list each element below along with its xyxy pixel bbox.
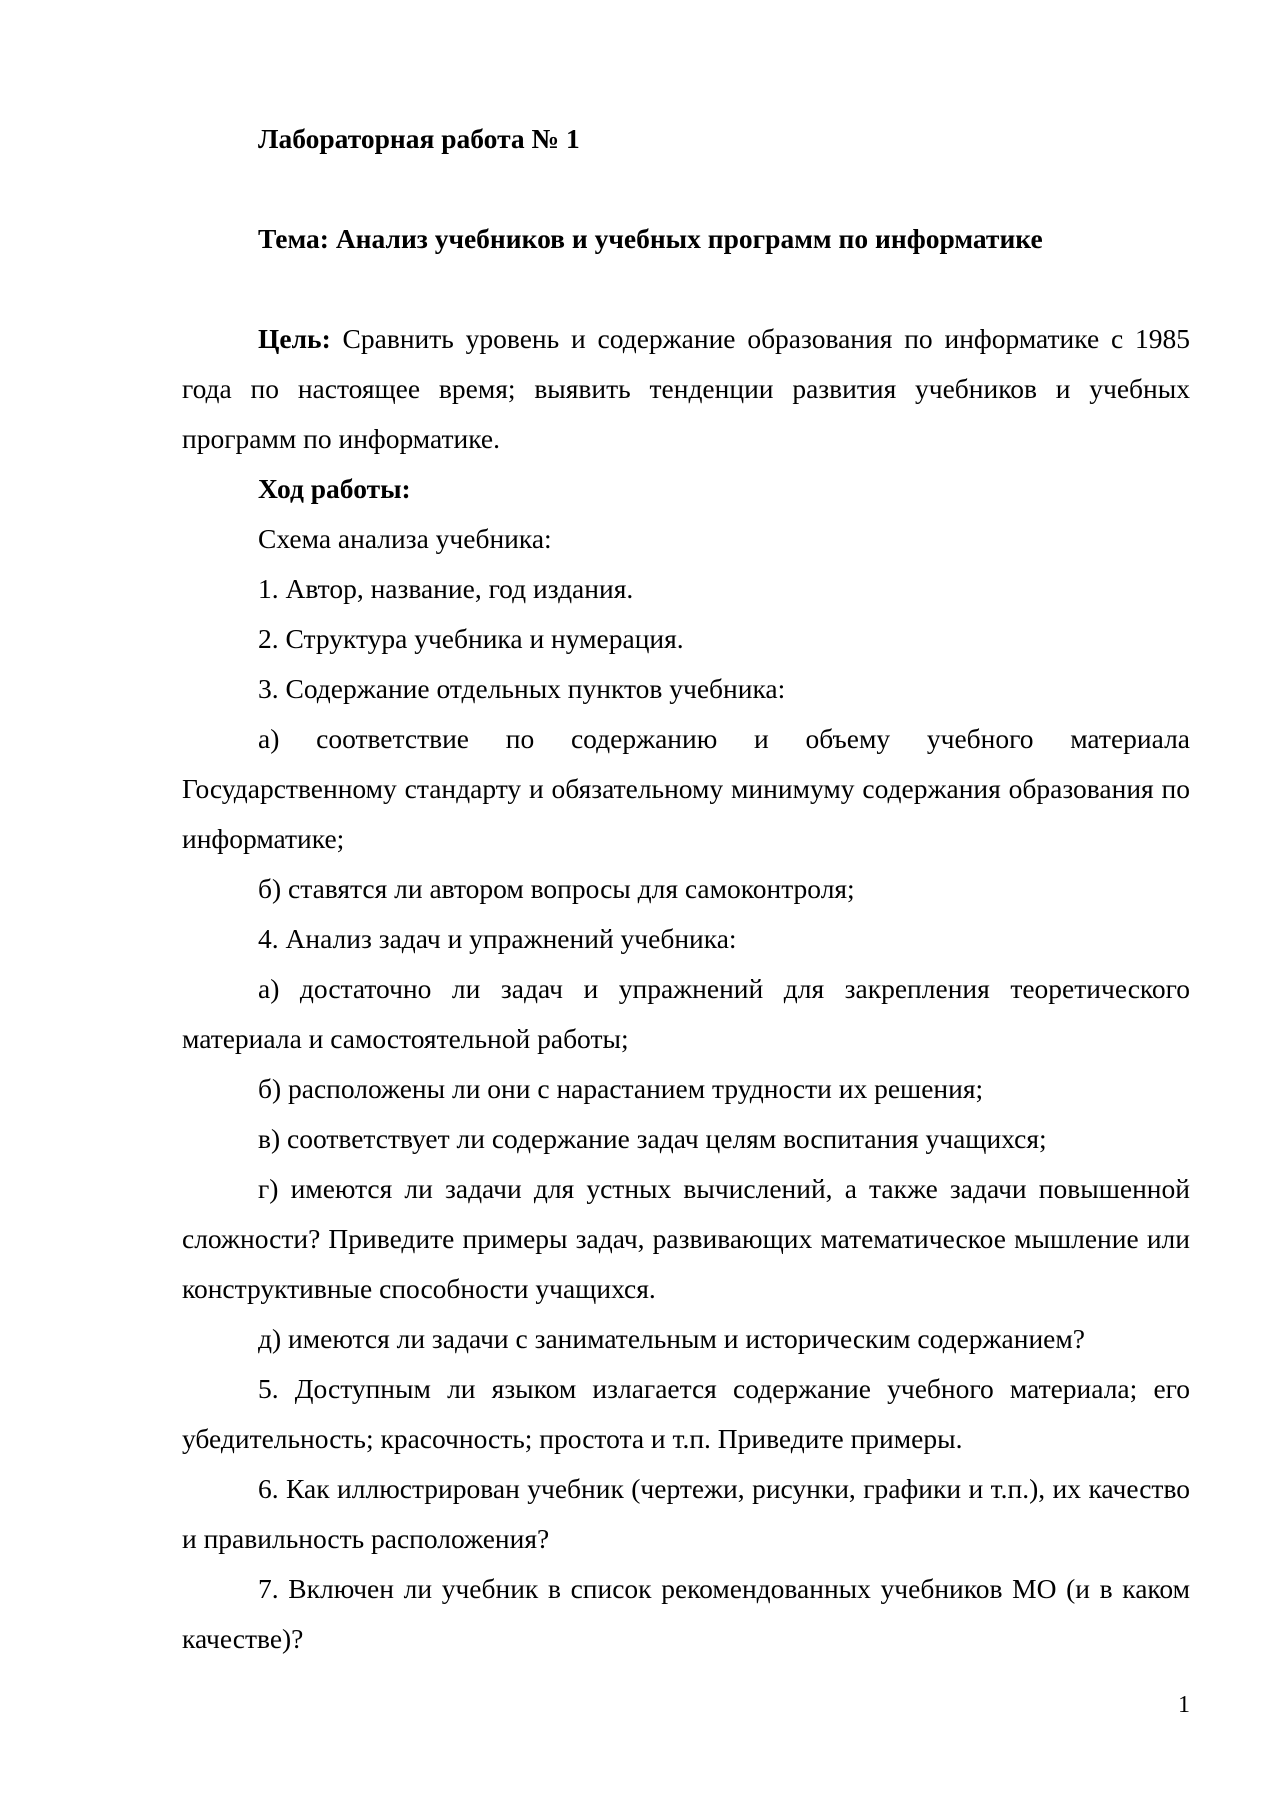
paragraph-item-1: 1. Автор, название, год издания. (258, 573, 634, 604)
paragraph-item-4g: г) имеются ли задачи для устных вычислений, а также задачи повышенной сложности? Приведите примеры задач, развивающих математическое мышление или конструктивные способности учащихся. (182, 1173, 1190, 1304)
paragraph-item-3b: б) ставятся ли автором вопросы для самоконтроля; (258, 873, 855, 904)
lab-topic: Тема: Анализ учебников и учебных программ по информатике (258, 223, 1043, 254)
paragraph-item-4a: а) достаточно ли задач и упражнений для закрепления теоретического материала и самостоятельной работы; (182, 973, 1190, 1054)
paragraph-item-4d: д) имеются ли задачи с занимательным и историческим содержанием? (258, 1323, 1086, 1354)
goal-paragraph (182, 314, 1190, 464)
paragraph-item-4b: б) расположены ли они с нарастанием трудности их решения; (258, 1073, 984, 1104)
paragraph-item-7: 7. Включен ли учебник в список рекомендованных учебников МО (и в каком качестве)? (182, 1573, 1190, 1654)
paragraph-item-3a: а) соответствие по содержанию и объему учебного материала Государственному стандарту и обязательному минимуму содержания образования по информатике; (182, 723, 1190, 854)
paragraph-item-5: 5. Доступным ли языком излагается содержание учебного материала; его убедительность; красочность; простота и т.п. Приведите примеры. (182, 1373, 1190, 1454)
paragraph-item-4: 4. Анализ задач и упражнений учебника: (258, 923, 737, 954)
goal-text: Сравнить уровень и содержание образования по информатике с 1985 года по настоящее время; выявить тенденции развития учебников и учебных программ по информатике. (182, 323, 1190, 454)
paragraph-item-4v: в) соответствует ли содержание задач целям воспитания учащихся; (258, 1123, 1047, 1154)
progress-heading: Ход работы: (258, 473, 411, 504)
lab-title: Лабораторная работа № 1 (258, 123, 580, 154)
document-body (182, 114, 1190, 1664)
goal-label: Цель: (258, 323, 331, 354)
page-number: 1 (1178, 1692, 1190, 1718)
paragraph-item-2: 2. Структура учебника и нумерация. (258, 623, 684, 654)
paragraph-item-6: 6. Как иллюстрирован учебник (чертежи, рисунки, графики и т.п.), их качество и правильность расположения? (182, 1473, 1190, 1554)
paragraph-scheme: Схема анализа учебника: (258, 523, 552, 554)
paragraph-item-3: 3. Содержание отдельных пунктов учебника: (258, 673, 786, 704)
